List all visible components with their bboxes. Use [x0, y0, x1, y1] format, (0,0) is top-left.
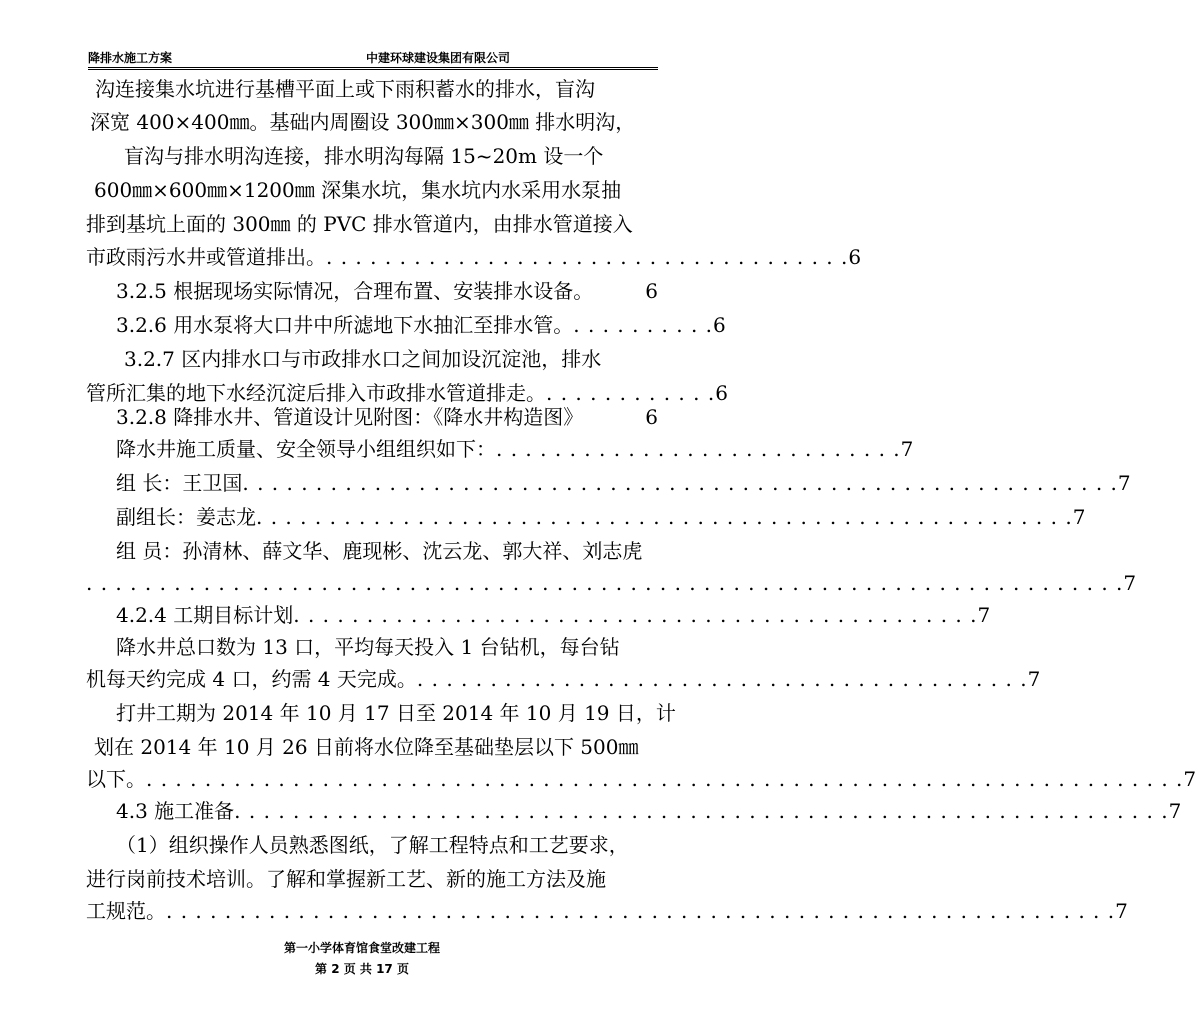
- toc-entry[interactable]: [86, 566, 1137, 600]
- body-line: 深宽 400×400㎜。基础内周圈设 300㎜×300㎜ 排水明沟，: [90, 110, 636, 134]
- toc-entry[interactable]: [116, 466, 1131, 500]
- toc-entry-text: （1）组织操作人员熟悉图纸，了解工程特点和工艺要求，: [116, 833, 629, 857]
- toc-entry-text: 管所汇集的地下水经沉淀后排入市政排水管道排走。: [86, 381, 546, 405]
- toc-entry-text: 组 长：王卫国: [116, 471, 243, 495]
- toc-entry[interactable]: [86, 662, 1041, 696]
- toc-page-number: 6: [645, 279, 658, 303]
- toc-page-number: 7: [1123, 571, 1137, 595]
- toc-entry-text: 工规范。: [86, 899, 166, 923]
- toc-entry-text: 4.2.4 工期目标计划: [116, 603, 294, 627]
- dot-leader: . . . . . . . . . . . . . . . . . . . . . . . . . . . . . . . . . . . . . . . . . . . . . . . . . . . . . . . . . . . . . . . . . . . . . . .: [146, 767, 1184, 791]
- dot-leader: . . . . . . . . . . . . . . . . . . . . . . . . . . . . . . . . . . . . . . . . . . . . . . . . . . . . . . . . . . . . . . . . .: [166, 899, 1116, 923]
- toc-entry[interactable]: [86, 762, 1196, 796]
- toc-page-number: 6: [715, 381, 728, 405]
- toc-entry-text: 4.3 施工准备: [116, 799, 235, 823]
- header-doc-title: 降排水施工方案: [88, 51, 173, 65]
- toc-entry[interactable]: [116, 794, 1182, 828]
- page-header: [88, 50, 654, 68]
- body-line: 排到基坑上面的 300㎜ 的 PVC 排水管道内，由排水管道接入: [86, 212, 633, 236]
- dot-leader: . . . . . . . . . . . . . . . . . . . . . . . . . . . . . . . . . . . . . . . . . . . . . . . . . . . . . . . .: [256, 505, 1073, 529]
- toc-entry[interactable]: [116, 598, 991, 632]
- dot-leader: . . . . . . . . . . . . . . . . . . . . . . . . . . . . . . . . . . . .: [326, 245, 849, 269]
- toc-entry[interactable]: [116, 432, 914, 466]
- toc-entry[interactable]: [86, 240, 862, 274]
- footer-page-info: 第 2 页 共 17 页: [315, 962, 409, 976]
- toc-page-number: 7: [1115, 899, 1128, 923]
- body-line: 600㎜×600㎜×1200㎜ 深集水坑，集水坑内水采用水泵抽: [94, 178, 622, 202]
- header-divider: [88, 67, 658, 70]
- toc-page-number: 7: [900, 437, 914, 461]
- dot-leader: . . . . . . . . . . . . . . . . . . . . . . . . . . . .: [496, 437, 901, 461]
- dot-leader: . . . . . . . . . . . . . . . . . . . . . . . . . . . . . . . . . . . . . . . . . . . . . . . . . . . . . . . . . . . . . . . . . . . . . . .: [86, 571, 1124, 595]
- toc-entry-text: 降水井总口数为 13 口，平均每天投入 1 台钻机，每台钻: [116, 635, 620, 659]
- toc-entry-text: 3.2.5 根据现场实际情况，合理布置、安装排水设备。: [116, 279, 594, 303]
- body-line: 沟连接集水坑进行基槽平面上或下雨积蓄水的排水，盲沟: [95, 77, 595, 101]
- toc-entry-text: 副组长：姜志龙: [116, 505, 256, 529]
- toc-entry[interactable]: [116, 308, 726, 342]
- toc-page-number: 7: [1027, 667, 1041, 691]
- toc-entry-text: 3.2.7 区内排水口与市政排水口之间加设沉淀池，排水: [124, 347, 602, 371]
- dot-leader: . . . . . . . . . . . . . . . . . . . . . . . . . . . . . . . . . . . . . . . . . . . . . . .: [293, 603, 978, 627]
- dot-leader: . . . . . . . . . . . . . . . . . . . . . . . . . . . . . . . . . . . . . . . . . .: [416, 667, 1028, 691]
- toc-page-number: 7: [1168, 799, 1182, 823]
- toc-entry[interactable]: [116, 500, 1086, 534]
- dot-leader: . . . . . . . . . .: [573, 313, 714, 337]
- toc-entry-text: 机每天约完成 4 口，约需 4 天完成。: [86, 667, 417, 691]
- toc-entry[interactable]: [86, 894, 1128, 928]
- toc-entry-text: 进行岗前技术培训。了解和掌握新工艺、新的施工方法及施: [86, 867, 606, 891]
- toc-page-number: 6: [645, 405, 658, 429]
- dot-leader: . . . . . . . . . . . . . . . . . . . . . . . . . . . . . . . . . . . . . . . . . . . . . . . . . . . . . . . . . . . .: [242, 471, 1118, 495]
- toc-entry-text: 打井工期为 2014 年 10 月 17 日至 2014 年 10 月 19 日，计: [116, 701, 676, 725]
- toc-page-number: 7: [977, 603, 991, 627]
- toc-entry-text: 3.2.6 用水泵将大口井中所滤地下水抽汇至排水管。: [116, 313, 574, 337]
- toc-entry-text: 划在 2014 年 10 月 26 日前将水位降至基础垫层以下 500㎜: [94, 735, 639, 759]
- toc-entry-text: 降水井施工质量、安全领导小组组织如下：: [116, 437, 496, 461]
- dot-leader: . . . . . . . . . . . . . . . . . . . . . . . . . . . . . . . . . . . . . . . . . . . . . . . . . . . . . . . . . . . . . . . .: [234, 799, 1169, 823]
- dot-leader: . . . . . . . . . . . .: [546, 381, 716, 405]
- header-company-name: 中建环球建设集团有限公司: [366, 51, 511, 65]
- toc-entry-text: 组 员：孙清林、薛文华、鹿现彬、沈云龙、郭大祥、刘志虎: [116, 539, 643, 563]
- toc-page-number: 7: [1183, 767, 1196, 791]
- toc-entry[interactable]: [116, 274, 658, 308]
- toc-page-number: 6: [713, 313, 726, 337]
- dot-leader: [583, 400, 645, 434]
- dot-leader: [593, 274, 645, 308]
- toc-entry-text: 3.2.8 降排水井、管道设计见附图：《降水井构造图》: [116, 405, 584, 429]
- toc-entry[interactable]: [116, 400, 658, 434]
- toc-entry-text: 市政雨污水井或管道排出。: [86, 245, 326, 269]
- body-line: 盲沟与排水明沟连接，排水明沟每隔 15~20m 设一个: [124, 144, 604, 168]
- toc-entry-text: 以下。: [86, 767, 146, 791]
- footer-project-name: 第一小学体育馆食堂改建工程: [283, 941, 440, 955]
- toc-page-number: 7: [1072, 505, 1086, 529]
- toc-page-number: 6: [848, 245, 862, 269]
- toc-page-number: 7: [1117, 471, 1131, 495]
